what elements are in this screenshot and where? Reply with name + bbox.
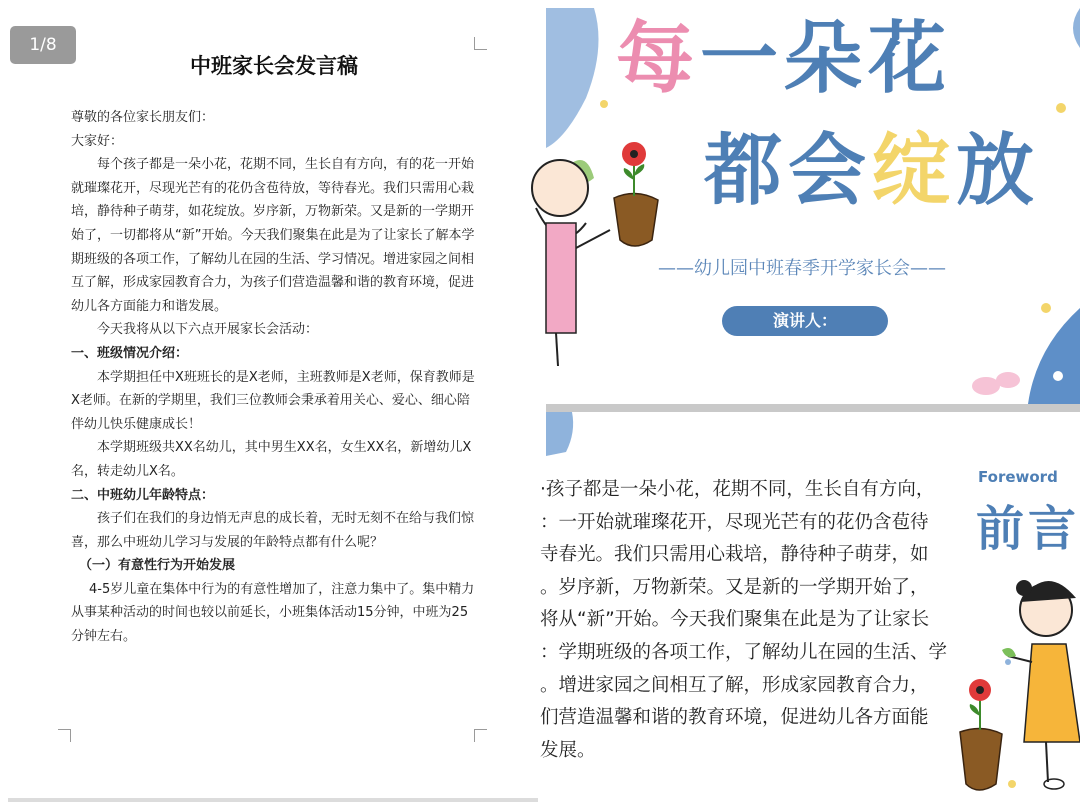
title-text: 放 — [956, 126, 1041, 216]
text-line: 。增进家园之间相互了解，形成家园教育合力， — [540, 674, 929, 696]
title-char: 绽 — [872, 126, 957, 216]
document-body — [71, 106, 475, 649]
foreword-slide — [540, 412, 1080, 810]
text-line: 们营造温馨和谐的教育环境，促进幼儿各方面能 — [540, 707, 929, 729]
title-char: 每 — [616, 14, 701, 104]
text-line: ：一开始就璀璨花开，尽现光芒有的花仍含苞待 — [540, 511, 929, 533]
cover-title-line2 — [704, 126, 1040, 216]
cover-title-line1 — [616, 14, 952, 104]
crop-mark — [58, 37, 71, 50]
paragraph: 本学期班级共XX名幼儿，其中男生XX名，女生XX名，新增幼儿X名，转走幼儿X名。 — [71, 440, 472, 479]
paragraph: 4-5岁儿童在集体中行为的有意性增加了，注意力集中了。集中精力从事某种活动的时间也较以前延长，小班集体活动15分钟，中班为25分钟左右。 — [71, 581, 475, 645]
section-heading: 一、班级情况介绍： — [71, 345, 189, 361]
section-heading: 二、中班幼儿年龄特点： — [71, 487, 215, 503]
paragraph: 本学期担任中X班班长的是X老师，主班教师是X老师，保育教师是X老师。在新的学期里，我们三位教师会秉承着用关心、爱心、细心陪伴幼儿快乐健康成长！ — [71, 369, 475, 432]
crop-mark — [474, 729, 487, 742]
crop-mark — [474, 37, 487, 50]
paragraph: 尊敬的各位家长朋友们： — [71, 110, 215, 125]
cover-subtitle: ——幼儿园中班春季开学家长会—— — [658, 258, 946, 279]
paragraph: 孩子们在我们的身边悄无声息的成长着，无时无刻不在给与我们惊喜，那么中班幼儿学习与发展的年龄特点都有什么呢？ — [71, 511, 475, 550]
title-text: 一朵花 — [700, 14, 953, 104]
cover-slide — [546, 8, 1080, 404]
document-page — [0, 0, 538, 810]
text-line: ：学期班级的各项工作，了解幼儿在园的生活、学 — [540, 641, 948, 663]
text-line: ·孩子都是一朵小花，花期不同，生长自有方向， — [540, 479, 935, 500]
text-line: 寺春光。我们只需用心栽培，静待种子萌芽，如 — [540, 544, 929, 566]
title-text: 都会 — [704, 126, 873, 216]
crop-mark — [58, 729, 71, 742]
foreword-text — [540, 474, 960, 767]
text-line: 发展。 — [540, 739, 596, 761]
text-line: 将从“新”开始。今天我们聚集在此是为了让家长 — [540, 609, 930, 631]
document-title: 中班家长会发言稿 — [190, 54, 358, 78]
page-indicator: 1/8 — [10, 26, 76, 64]
paragraph: 今天我将从以下六点开展家长会活动： — [97, 322, 319, 338]
subsection-heading: （一）有意性行为开始发展 — [79, 558, 236, 574]
speaker-pill: 演讲人： — [722, 306, 888, 336]
text-line: 。岁序新，万物新荣。又是新的一学期开始了， — [540, 576, 929, 598]
slide-separator — [546, 404, 1080, 412]
page-bottom-edge — [8, 798, 538, 802]
foreword-label-cn: 前言 — [976, 501, 1080, 557]
foreword-label-en: Foreword — [978, 468, 1058, 486]
paragraph: 每个孩子都是一朵小花，花期不同，生长自有方向，有的花一开始就璀璨花开，尽现光芒有的花仍含苞待放，等待春光。我们只需用心栽培，静待种子萌芽，如花绽放。岁序新，万物新荣。又是新的一学期开始了，一切都将从“新”开始。今天我们聚集在此是为了让家长了解本学期班级的各项工作，了解幼儿在园的生活、学习情况。增进家园之间相互了解，形成家园教育合力，为孩子们营造温馨和谐的教育环境，促进幼儿各方面能力和谐发展。 — [71, 157, 475, 314]
paragraph: 大家好： — [71, 133, 124, 149]
